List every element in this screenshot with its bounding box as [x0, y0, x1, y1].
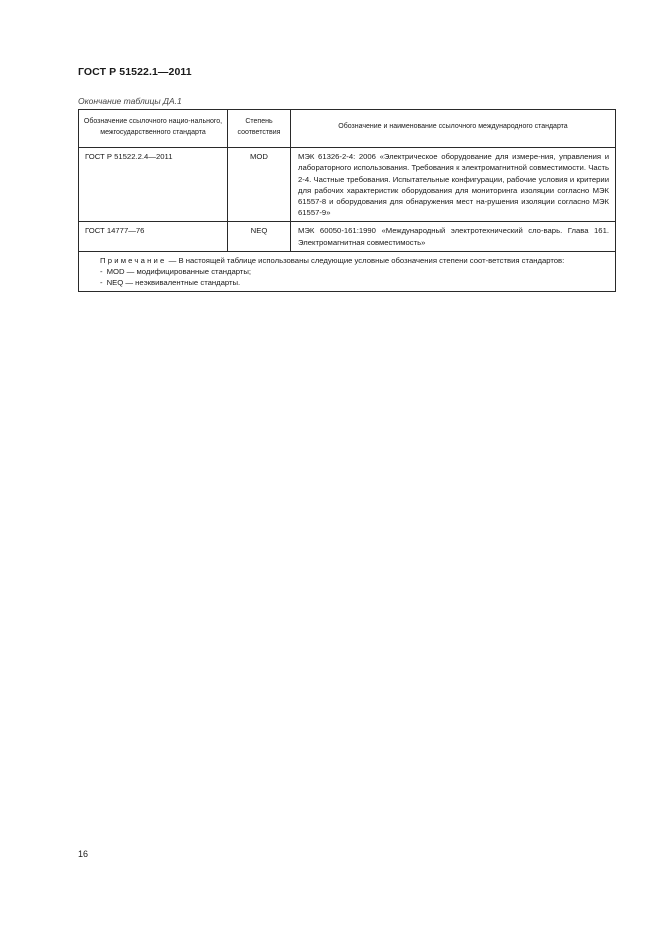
international-standard-cell: МЭК 60050-161:1990 «Международный электротехнический сло-варь. Глава 161. Электромагнитная совместимость»	[291, 222, 616, 251]
table-note	[79, 251, 616, 292]
table-body	[79, 148, 616, 292]
table-row	[79, 148, 616, 222]
note-list-item	[86, 266, 609, 277]
compliance-degree-cell: MOD	[228, 148, 291, 222]
table-row	[79, 222, 616, 251]
compliance-degree-cell: NEQ	[228, 222, 291, 251]
list-bullet: -	[100, 278, 103, 288]
note-item-text: MOD — модифицированные стандарты;	[106, 267, 252, 277]
header-referenced-standard: Обозначение ссылочного нацио-нального, межгосударственного стандарта	[79, 110, 228, 148]
note-list-item	[86, 277, 609, 288]
references-table	[78, 109, 616, 292]
note-row	[79, 251, 616, 292]
document-title: ГОСТ Р 51522.1—2011	[78, 66, 192, 78]
note-label: Примечание	[100, 255, 167, 265]
header-compliance-degree: Степень соответствия	[228, 110, 291, 148]
international-standard-cell: МЭК 61326-2-4: 2006 «Электрическое оборудование для измере-ния, управления и лабораторного использования. Требования к электромагнитной совместимости. Часть 2-4. Частные требования. Испытательные конфигурации, рабочие условия и критерии для рабочих характеристик оборудования для мониторинга изоляции согласно МЭК 61557-8 и оборудования для обнаружения мест на-рушения изоляции согласно МЭК 61557-9»	[291, 148, 616, 222]
referenced-standard-cell: ГОСТ Р 51522.2.4—2011	[79, 148, 228, 222]
page-number: 16	[78, 849, 89, 859]
table-caption: Окончание таблицы ДА.1	[78, 96, 182, 106]
table-header	[79, 110, 616, 148]
note-item-text: NEQ — неэквивалентные стандарты.	[106, 278, 241, 288]
note-text: — В настоящей таблице использованы следующие условные обозначения степени соот-ветствия стандартов:	[168, 255, 565, 265]
note-intro	[86, 255, 609, 266]
list-bullet: -	[100, 267, 103, 277]
header-row	[79, 110, 616, 148]
referenced-standard-cell: ГОСТ 14777—76	[79, 222, 228, 251]
header-international-standard: Обозначение и наименование ссылочного международного стандарта	[291, 110, 616, 148]
